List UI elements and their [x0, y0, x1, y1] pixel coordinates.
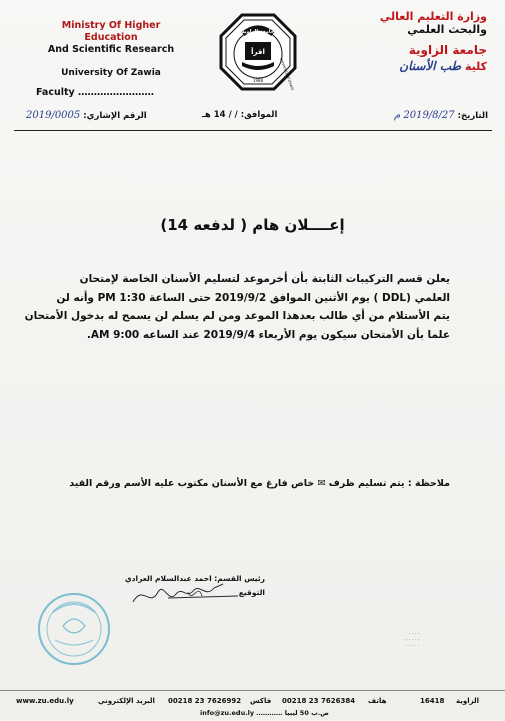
footer-phone-label: هاتف: [368, 697, 387, 705]
logo-ring-text: University of Zawia: [279, 56, 295, 91]
footer: [0, 690, 505, 721]
research-ar: والبحث العلمي: [407, 23, 487, 36]
body-line-4: علما بأن الأمتحان سيكون يوم الأربعاء 2019/9/4 عند الساعه AM 9:00.: [86, 328, 450, 341]
reference-value: 2019/0005: [26, 110, 81, 121]
reference-line: [18, 110, 488, 126]
faint-stamp-text: · · · · · · · · · · · · · · ·: [403, 632, 419, 649]
footer-phone: 00218 23 7626384: [282, 697, 356, 705]
department-stamp: [35, 590, 113, 668]
university-ar: جامعة الزاوية: [408, 43, 487, 57]
footer-fax: 00218 23 7626992: [168, 697, 242, 705]
ministry-ar: وزارة التعليم العالي: [379, 10, 487, 23]
logo-book-text: اقرأ: [251, 48, 265, 56]
footer-fax-label: فاكس: [250, 697, 272, 705]
footer-website: www.zu.edu.ly: [16, 697, 74, 705]
department-head: رئيس القسم: احمد عبدالسلام العرادي: [124, 574, 265, 583]
body-line-1: يعلن قسم التركيبات الثابتة بأن أخرموعد لتسليم الأسنان الخاصة لإمتحان: [79, 273, 450, 285]
date-value: 2019/8/27 م: [393, 110, 455, 121]
footer-email-label: البريد الإلكتروني: [98, 697, 155, 705]
reference-label: الرقم الإشاري:: [83, 111, 147, 121]
footer-row2: info@zu.edu.ly ………… ص.ب 50 ليبيا: [200, 709, 329, 717]
logo-year: 1988: [252, 78, 264, 83]
footer-city: الزاوية: [456, 697, 480, 705]
handwritten-signature: [128, 574, 248, 614]
announcement-body: [24, 270, 450, 344]
university-logo: [218, 12, 298, 92]
hijri-date-field: الموافق: / / 14 هـ: [202, 110, 278, 120]
signature-label: التوقيع: [238, 588, 265, 597]
footer-pobox: 16418: [420, 697, 445, 705]
date-field: [394, 110, 488, 121]
header-arabic: [377, 10, 487, 73]
college-label: كلية: [464, 60, 487, 73]
faculty-en: Faculty ……………………: [36, 87, 155, 98]
body-line-2: العلمي (DDL ) يوم الأثنين الموافق 2019/9/2 حتى الساعة PM 1:30 وأنه لن: [56, 291, 450, 304]
reference-number-field: [26, 110, 147, 121]
header-english: [36, 20, 186, 79]
college-name-handwritten: طب الأسنان: [399, 59, 462, 73]
announcement-title: إعــــلان هام ( لدفعه 14): [160, 216, 345, 234]
date-label: التاريخ:: [457, 111, 488, 121]
header-divider: [14, 130, 492, 131]
college-ar: [377, 60, 487, 73]
body-line-3: يتم الأستلام من أي طالب بعدهذا الموعد ومن لم يسلم لن يسمح له بدخول الأمتحان: [24, 310, 450, 322]
ministry-en: Ministry Of Higher Education: [61, 20, 161, 43]
note: ملاحظة : يتم تسليم ظرف ✉ خاص فارغ مع الأسنان مكتوب عليه الأسم ورقم القيد: [69, 478, 450, 489]
research-en: And Scientific Research: [47, 44, 175, 55]
university-en: University Of Zawia: [61, 68, 161, 78]
logo-top-text: جامعة الزاوية: [241, 29, 275, 35]
